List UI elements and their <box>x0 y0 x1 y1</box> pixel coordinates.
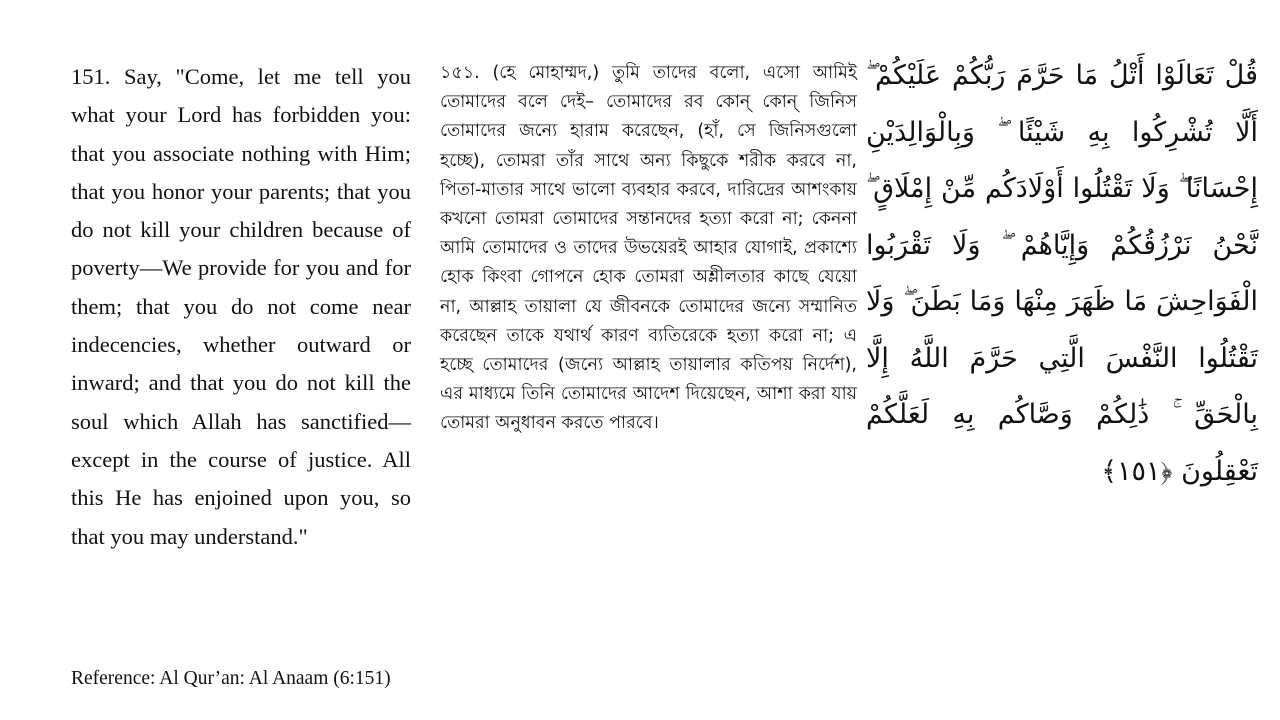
english-translation: 151. Say, "Come, let me tell you what your Lord has forbidden you: that you associate nothing with Him; that you honor your parents; that you do not kill your children because of poverty—We provide for you and for them; that you do not come near indecencies, whether outward or inward; and that you do not kill the soul which Allah has sanctified—except in the course of justice. All this He has enjoined upon you, so that you may understand." <box>71 64 411 549</box>
arabic-verse: قُلْ تَعَالَوْا أَتْلُ مَا حَرَّمَ رَبُّكُمْ عَلَيْكُمْ ۖ أَلَّا تُشْرِكُوا بِهِ شَيْئًا ۖ وَبِالْوَالِدَيْنِ إِحْسَانًا ۖ وَلَا تَقْتُلُوا أَوْلَادَكُم مِّنْ إِمْلَاقٍ ۖ نَّحْنُ نَرْزُقُكُمْ وَإِيَّاهُمْ ۖ وَلَا تَقْرَبُوا الْفَوَاحِشَ مَا ظَهَرَ مِنْهَا وَمَا بَطَنَ ۖ وَلَا تَقْتُلُوا النَّفْسَ الَّتِي حَرَّمَ اللَّهُ إِلَّا بِالْحَقِّ ۚ ذَٰلِكُمْ وَصَّاكُم بِهِ لَعَلَّكُمْ تَعْقِلُونَ ﴿١٥١﴾ <box>866 60 1258 487</box>
bengali-translation: ১৫১. (হে মোহাম্মদ,) তুমি তাদের বলো, এসো আমিই তোমাদের বলে দেই– তোমাদের রব কোন্‌ কোন্‌ জিনিস তোমাদের জন্যে হারাম করেছেন, (হাঁ, সে জিনিসগুলো হচ্ছে), তোমরা তাঁর সাথে অন্য কিছুকে শরীক করবে না, পিতা-মাতার সাথে ভালো ব্যবহার করবে, দারিদ্রের আশংকায় কখনো তোমরা তোমাদের সন্তানদের হত্যা করো না; কেননা আমি তোমাদের ও তাদের উভয়েরই আহার যোগাই, প্রকাশ্যে হোক কিংবা গোপনে হোক তোমরা অশ্লীলতার কাছে যেয়ো না, আল্লাহ তায়ালা যে জীবনকে তোমাদের জন্যে সম্মানিত করেছেন তাকে যথার্থ কারণ ব্যতিরেকে হত্যা করো না; এ হচ্ছে তোমাদের (জন্যে আল্লাহ তায়ালার কতিপয় নির্দেশ), এর মাধ্যমে তিনি তোমাদের আদেশ দিয়েছেন, আশা করা যায় তোমরা অনুধাবন করতে পারবে। <box>440 63 857 434</box>
verse-reference: Reference: Al Qur’an: Al Anaam (6:151) <box>71 668 391 689</box>
